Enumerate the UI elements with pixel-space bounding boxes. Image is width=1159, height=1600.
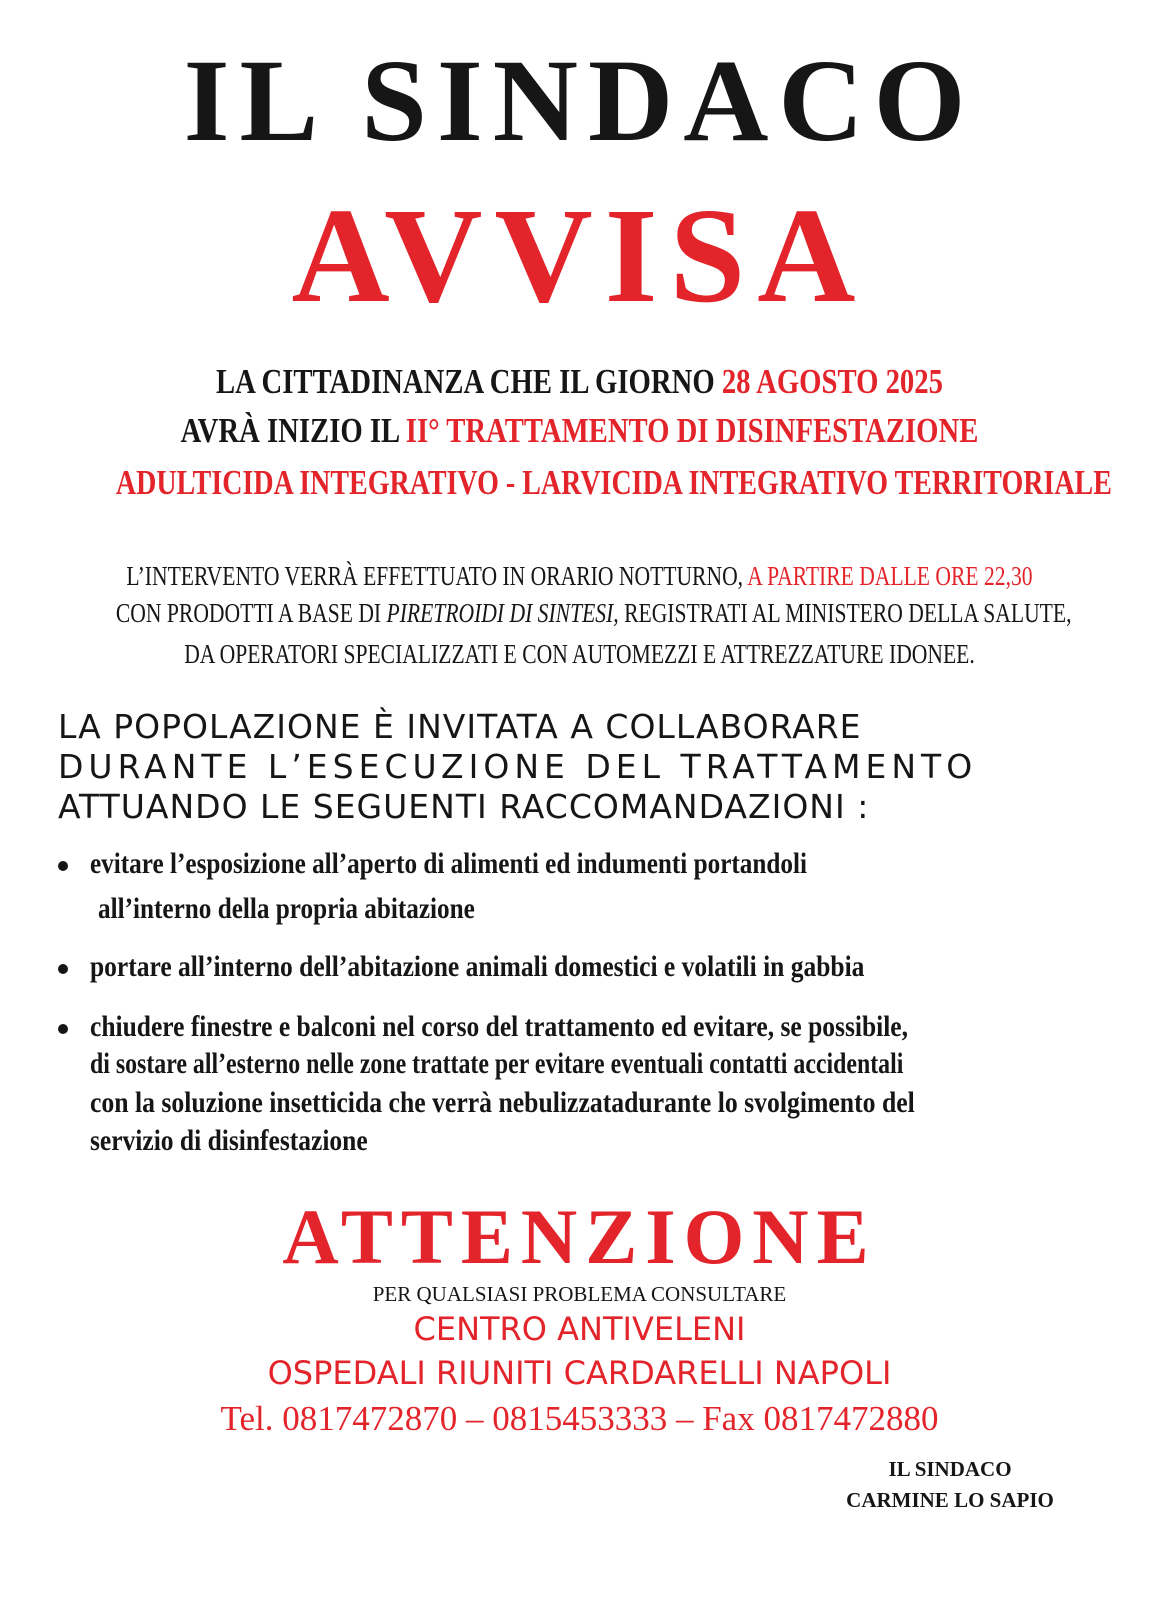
recommendation-3-line-4: servizio di disinfestazione bbox=[90, 1124, 368, 1157]
poster-heading-avvisa: AVVISA bbox=[291, 181, 868, 331]
recommendation-3-line-2: di sostare all’esterno nelle zone trattate per evitare eventuali contatti accidentali bbox=[90, 1047, 904, 1080]
signature-name: CARMINE LO SAPIO bbox=[846, 1488, 1054, 1512]
intervention-line-2 bbox=[115, 598, 1072, 628]
intervention-registration-text: REGISTRATI AL MINISTERO DELLA SALUTE, bbox=[618, 598, 1072, 628]
warning-title: ATTENZIONE bbox=[282, 1193, 877, 1280]
announcement-intro-text: LA CITTADINANZA CHE IL GIORNO bbox=[216, 362, 722, 401]
announcement-line-2 bbox=[104, 413, 1054, 448]
bullet-icon bbox=[58, 964, 68, 974]
intervention-product-name: PIRETROIDI DI SINTESI, bbox=[386, 598, 619, 628]
recommendation-3-line-3: con la soluzione insetticida che verrà nebulizzatadurante lo svolgimento del bbox=[90, 1086, 915, 1119]
recommendation-1-line-1: evitare l’esposizione all’aperto di alimenti ed indumenti portandoli bbox=[90, 847, 808, 880]
announcement-start-text: AVRÀ INIZIO IL bbox=[180, 411, 406, 450]
invitation-line-2: DURANTE L’ESECUZIONE DEL TRATTAMENTO bbox=[58, 747, 978, 786]
invitation-line-3: ATTUANDO LE SEGUENTI RACCOMANDAZIONI : bbox=[58, 787, 870, 826]
contact-phones: Tel. 0817472870 – 0815453333 – Fax 0817472880 bbox=[220, 1399, 939, 1438]
treatment-name: II° TRATTAMENTO DI DISINFESTAZIONE bbox=[405, 411, 979, 450]
recommendation-2-line-1: portare all’interno dell’abitazione animali domestici e volatili in gabbia bbox=[90, 950, 865, 983]
announcement-line-1 bbox=[104, 364, 1054, 399]
bullet-icon bbox=[58, 1024, 68, 1034]
consult-text: PER QUALSIASI PROBLEMA CONSULTARE bbox=[372, 1282, 787, 1306]
intervention-products-text: CON PRODOTTI A BASE DI bbox=[115, 598, 387, 628]
intervention-time-text: L’INTERVENTO VERRÀ EFFETTUATO IN ORARIO NOTTURNO, bbox=[126, 561, 748, 591]
intervention-line-1 bbox=[116, 563, 1043, 590]
poster-title: IL SINDACO bbox=[183, 35, 976, 166]
bullet-icon bbox=[58, 861, 68, 871]
invitation-line-1: LA POPOLAZIONE È INVITATA A COLLABORARE bbox=[58, 707, 862, 746]
treatment-type: ADULTICIDA INTEGRATIVO - LARVICIDA INTEGRATIVO TERRITORIALE bbox=[115, 463, 1112, 502]
hospital-name: OSPEDALI RIUNITI CARDARELLI NAPOLI bbox=[267, 1354, 892, 1392]
recommendation-3-line-1: chiudere finestre e balconi nel corso del trattamento ed evitare, se possibile, bbox=[90, 1010, 909, 1043]
intervention-start-time: A PARTIRE DALLE ORE 22,30 bbox=[747, 561, 1033, 591]
treatment-date: 28 AGOSTO 2025 bbox=[721, 362, 943, 401]
recommendation-1-line-2: all’interno della propria abitazione bbox=[98, 892, 475, 925]
signature-role: IL SINDACO bbox=[888, 1457, 1012, 1481]
poison-center-name: CENTRO ANTIVELENI bbox=[413, 1310, 746, 1348]
intervention-line-3: DA OPERATORI SPECIALIZZATI E CON AUTOMEZZI E ATTREZZATURE IDONEE. bbox=[184, 639, 975, 669]
